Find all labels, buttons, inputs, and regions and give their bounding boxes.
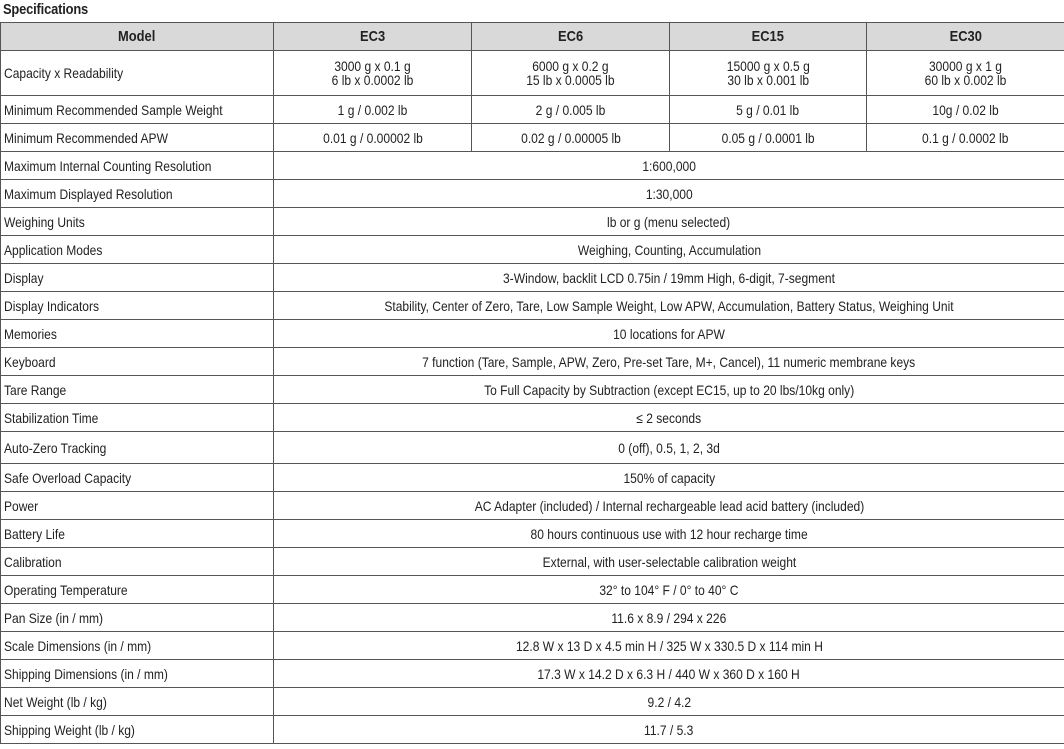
row-label: Auto-Zero Tracking bbox=[1, 432, 274, 464]
cell-ec6: 2 g / 0.005 lb bbox=[472, 96, 670, 124]
row-label: Display bbox=[1, 264, 274, 292]
row-power bbox=[1, 492, 1064, 520]
row-value: 7 function (Tare, Sample, APW, Zero, Pre-set Tare, M+, Cancel), 11 numeric membrane keys bbox=[274, 348, 1064, 376]
row-label: Power bbox=[1, 492, 274, 520]
row-label: Battery Life bbox=[1, 520, 274, 548]
row-value: External, with user-selectable calibration weight bbox=[274, 548, 1064, 576]
row-safe-overload-capacity bbox=[1, 464, 1064, 492]
row-min-sample-weight bbox=[1, 96, 1064, 124]
row-value: 17.3 W x 14.2 D x 6.3 H / 440 W x 360 D x 160 H bbox=[274, 660, 1064, 688]
header-ec30: EC30 bbox=[867, 23, 1064, 51]
row-shipping-weight bbox=[1, 716, 1064, 744]
cell-ec30: 10g / 0.02 lb bbox=[867, 96, 1064, 124]
row-value: 11.7 / 5.3 bbox=[274, 716, 1064, 744]
row-value: 32° to 104° F / 0° to 40° C bbox=[274, 576, 1064, 604]
row-value: 0 (off), 0.5, 1, 2, 3d bbox=[274, 432, 1064, 464]
row-label: Minimum Recommended APW bbox=[1, 124, 274, 152]
row-application-modes bbox=[1, 236, 1064, 264]
row-value: 150% of capacity bbox=[274, 464, 1064, 492]
row-label: Capacity x Readability bbox=[1, 51, 274, 96]
row-display bbox=[1, 264, 1064, 292]
row-value: 9.2 / 4.2 bbox=[274, 688, 1064, 716]
cell-ec3: 0.01 g / 0.00002 lb bbox=[274, 124, 472, 152]
row-label: Net Weight (lb / kg) bbox=[1, 688, 274, 716]
row-max-displayed-resolution bbox=[1, 180, 1064, 208]
row-keyboard bbox=[1, 348, 1064, 376]
cell-ec3: 1 g / 0.002 lb bbox=[274, 96, 472, 124]
cell-ec30: 30000 g x 1 g 60 lb x 0.002 lb bbox=[867, 51, 1064, 96]
row-pan-size bbox=[1, 604, 1064, 632]
header-ec15: EC15 bbox=[670, 23, 867, 51]
cell-ec15: 5 g / 0.01 lb bbox=[670, 96, 867, 124]
row-label: Operating Temperature bbox=[1, 576, 274, 604]
row-label: Maximum Internal Counting Resolution bbox=[1, 152, 274, 180]
cell-ec6: 0.02 g / 0.00005 lb bbox=[472, 124, 670, 152]
row-label: Weighing Units bbox=[1, 208, 274, 236]
header-ec6: EC6 bbox=[472, 23, 670, 51]
row-max-internal-counting-resolution bbox=[1, 152, 1064, 180]
row-value: 1:30,000 bbox=[274, 180, 1064, 208]
row-value: ≤ 2 seconds bbox=[274, 404, 1064, 432]
cell-ec15: 15000 g x 0.5 g 30 lb x 0.001 lb bbox=[670, 51, 867, 96]
row-label: Keyboard bbox=[1, 348, 274, 376]
row-label: Minimum Recommended Sample Weight bbox=[1, 96, 274, 124]
row-label: Calibration bbox=[1, 548, 274, 576]
row-net-weight bbox=[1, 688, 1064, 716]
row-shipping-dimensions bbox=[1, 660, 1064, 688]
row-auto-zero-tracking bbox=[1, 432, 1064, 464]
row-label: Scale Dimensions (in / mm) bbox=[1, 632, 274, 660]
row-label: Tare Range bbox=[1, 376, 274, 404]
row-capacity-readability bbox=[1, 51, 1064, 96]
header-model: Model bbox=[1, 23, 274, 51]
row-label: Memories bbox=[1, 320, 274, 348]
row-value: Weighing, Counting, Accumulation bbox=[274, 236, 1064, 264]
row-value: 12.8 W x 13 D x 4.5 min H / 325 W x 330.5 D x 114 min H bbox=[274, 632, 1064, 660]
row-stabilization-time bbox=[1, 404, 1064, 432]
specifications-table bbox=[0, 22, 1064, 744]
cell-ec6: 6000 g x 0.2 g 15 lb x 0.0005 lb bbox=[472, 51, 670, 96]
row-label: Application Modes bbox=[1, 236, 274, 264]
row-value: 3-Window, backlit LCD 0.75in / 19mm High, 6-digit, 7-segment bbox=[274, 264, 1064, 292]
row-label: Safe Overload Capacity bbox=[1, 464, 274, 492]
page-title: Specifications bbox=[3, 1, 89, 18]
cell-ec30: 0.1 g / 0.0002 lb bbox=[867, 124, 1064, 152]
row-operating-temperature bbox=[1, 576, 1064, 604]
row-value: To Full Capacity by Subtraction (except EC15, up to 20 lbs/10kg only) bbox=[274, 376, 1064, 404]
row-value: 1:600,000 bbox=[274, 152, 1064, 180]
table-header-row bbox=[1, 23, 1064, 51]
row-memories bbox=[1, 320, 1064, 348]
cell-ec3: 3000 g x 0.1 g 6 lb x 0.0002 lb bbox=[274, 51, 472, 96]
row-value: AC Adapter (included) / Internal rechargeable lead acid battery (included) bbox=[274, 492, 1064, 520]
row-value: Stability, Center of Zero, Tare, Low Sample Weight, Low APW, Accumulation, Battery Status, Weighing Unit bbox=[274, 292, 1064, 320]
row-calibration bbox=[1, 548, 1064, 576]
row-label: Pan Size (in / mm) bbox=[1, 604, 274, 632]
row-min-apw bbox=[1, 124, 1064, 152]
row-label: Stabilization Time bbox=[1, 404, 274, 432]
cell-ec15: 0.05 g / 0.0001 lb bbox=[670, 124, 867, 152]
row-scale-dimensions bbox=[1, 632, 1064, 660]
row-label: Display Indicators bbox=[1, 292, 274, 320]
row-label: Shipping Weight (lb / kg) bbox=[1, 716, 274, 744]
row-label: Shipping Dimensions (in / mm) bbox=[1, 660, 274, 688]
row-value: 10 locations for APW bbox=[274, 320, 1064, 348]
row-value: 80 hours continuous use with 12 hour recharge time bbox=[274, 520, 1064, 548]
row-battery-life bbox=[1, 520, 1064, 548]
row-weighing-units bbox=[1, 208, 1064, 236]
row-tare-range bbox=[1, 376, 1064, 404]
row-label: Maximum Displayed Resolution bbox=[1, 180, 274, 208]
header-ec3: EC3 bbox=[274, 23, 472, 51]
row-display-indicators bbox=[1, 292, 1064, 320]
row-value: 11.6 x 8.9 / 294 x 226 bbox=[274, 604, 1064, 632]
row-value: lb or g (menu selected) bbox=[274, 208, 1064, 236]
